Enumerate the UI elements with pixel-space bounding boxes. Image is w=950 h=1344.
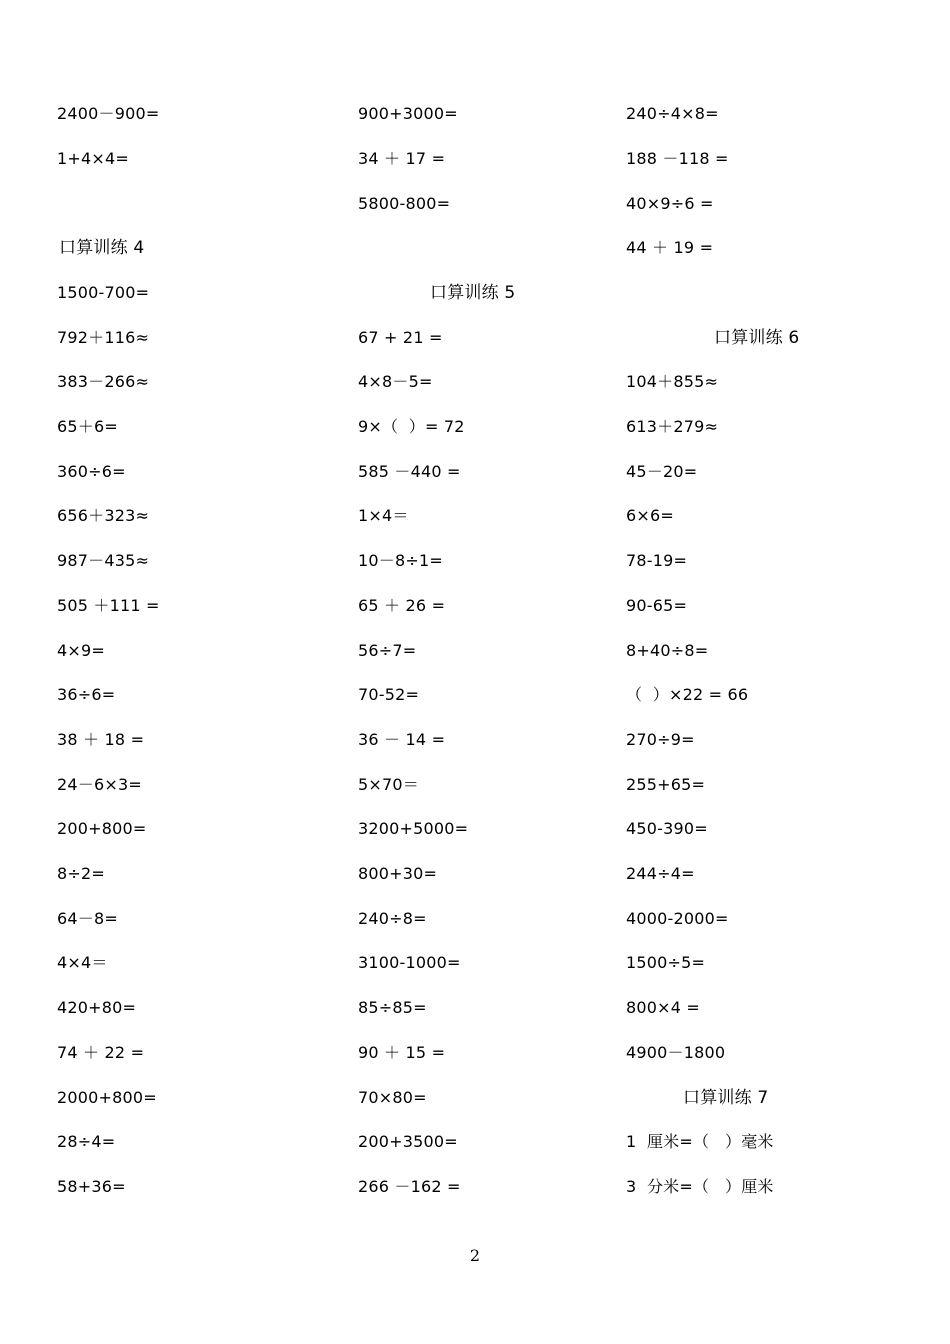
problem: 1+4×4= xyxy=(57,149,129,168)
problem: 255+65= xyxy=(626,775,706,794)
problem: 1 厘米=（ ）毫米 xyxy=(626,1132,774,1151)
problem: 85÷85= xyxy=(358,998,427,1017)
problem: 383－266≈ xyxy=(57,372,150,391)
problem: 40×9÷6 = xyxy=(626,194,714,213)
problem: 70-52= xyxy=(358,685,420,704)
problem: 24－6×3= xyxy=(57,775,142,794)
problem: 5800-800= xyxy=(358,194,451,213)
problem: 6×6= xyxy=(626,506,674,525)
problem: 585 －440 = xyxy=(358,462,461,481)
problem: 44 ＋ 19 = xyxy=(626,238,714,257)
problem: 1×4＝ xyxy=(358,506,409,525)
problem: 67 + 21 = xyxy=(358,328,443,347)
problem: 65 ＋ 26 = xyxy=(358,596,446,615)
problem: 4×9= xyxy=(57,641,105,660)
section-heading: 口算训练 6 xyxy=(714,328,800,348)
problem: 10－8÷1= xyxy=(358,551,443,570)
problem: 38 ＋ 18 = xyxy=(57,730,145,749)
problem: 4×8－5= xyxy=(358,372,433,391)
problem: 9×（ ）= 72 xyxy=(358,417,465,436)
problem: 450-390= xyxy=(626,819,708,838)
problem: 240÷8= xyxy=(358,909,427,928)
problem: 4×4＝ xyxy=(57,953,108,972)
problem: 34 ＋ 17 = xyxy=(358,149,446,168)
problem: 3100-1000= xyxy=(358,953,461,972)
problem: 28÷4= xyxy=(57,1132,116,1151)
problem: 266 －162 = xyxy=(358,1177,461,1196)
problem: 5×70＝ xyxy=(358,775,419,794)
problem: 420+80= xyxy=(57,998,137,1017)
problem: （ ）×22 = 66 xyxy=(626,685,749,704)
problem: 2400－900= xyxy=(57,104,160,123)
problem: 613＋279≈ xyxy=(626,417,719,436)
problem: 58+36= xyxy=(57,1177,126,1196)
problem: 78-19= xyxy=(626,551,688,570)
problem: 104＋855≈ xyxy=(626,372,719,391)
section-heading: 口算训练 5 xyxy=(430,283,516,303)
problem: 800×4 = xyxy=(626,998,701,1017)
problem: 4900－1800 xyxy=(626,1043,726,1062)
problem: 1500-700= xyxy=(57,283,150,302)
problem: 360÷6= xyxy=(57,462,126,481)
problem: 65＋6= xyxy=(57,417,118,436)
problem: 270÷9= xyxy=(626,730,695,749)
problem: 90-65= xyxy=(626,596,688,615)
section-heading: 口算训练 7 xyxy=(683,1088,769,1108)
problem: 4000-2000= xyxy=(626,909,729,928)
problem: 64－8= xyxy=(57,909,118,928)
problem: 45－20= xyxy=(626,462,698,481)
problem: 656＋323≈ xyxy=(57,506,150,525)
page-number: 2 xyxy=(469,1246,481,1265)
problem: 244÷4= xyxy=(626,864,695,883)
problem: 1500÷5= xyxy=(626,953,706,972)
problem: 200+800= xyxy=(57,819,147,838)
problem: 987－435≈ xyxy=(57,551,150,570)
problem: 200+3500= xyxy=(358,1132,458,1151)
section-heading: 口算训练 4 xyxy=(59,238,145,258)
problem: 74 ＋ 22 = xyxy=(57,1043,145,1062)
problem: 188 －118 = xyxy=(626,149,729,168)
problem: 900+3000= xyxy=(358,104,458,123)
problem: 2000+800= xyxy=(57,1088,157,1107)
problem: 800+30= xyxy=(358,864,438,883)
problem: 792＋116≈ xyxy=(57,328,150,347)
problem: 70×80= xyxy=(358,1088,427,1107)
problem: 505 ＋111 = xyxy=(57,596,160,615)
problem: 8÷2= xyxy=(57,864,105,883)
problem: 56÷7= xyxy=(358,641,417,660)
problem: 3200+5000= xyxy=(358,819,469,838)
problem: 3 分米=（ ）厘米 xyxy=(626,1177,774,1196)
problem: 240÷4×8= xyxy=(626,104,719,123)
problem: 36÷6= xyxy=(57,685,116,704)
problem: 36 － 14 = xyxy=(358,730,446,749)
problem: 90 ＋ 15 = xyxy=(358,1043,446,1062)
problem: 8+40÷8= xyxy=(626,641,709,660)
